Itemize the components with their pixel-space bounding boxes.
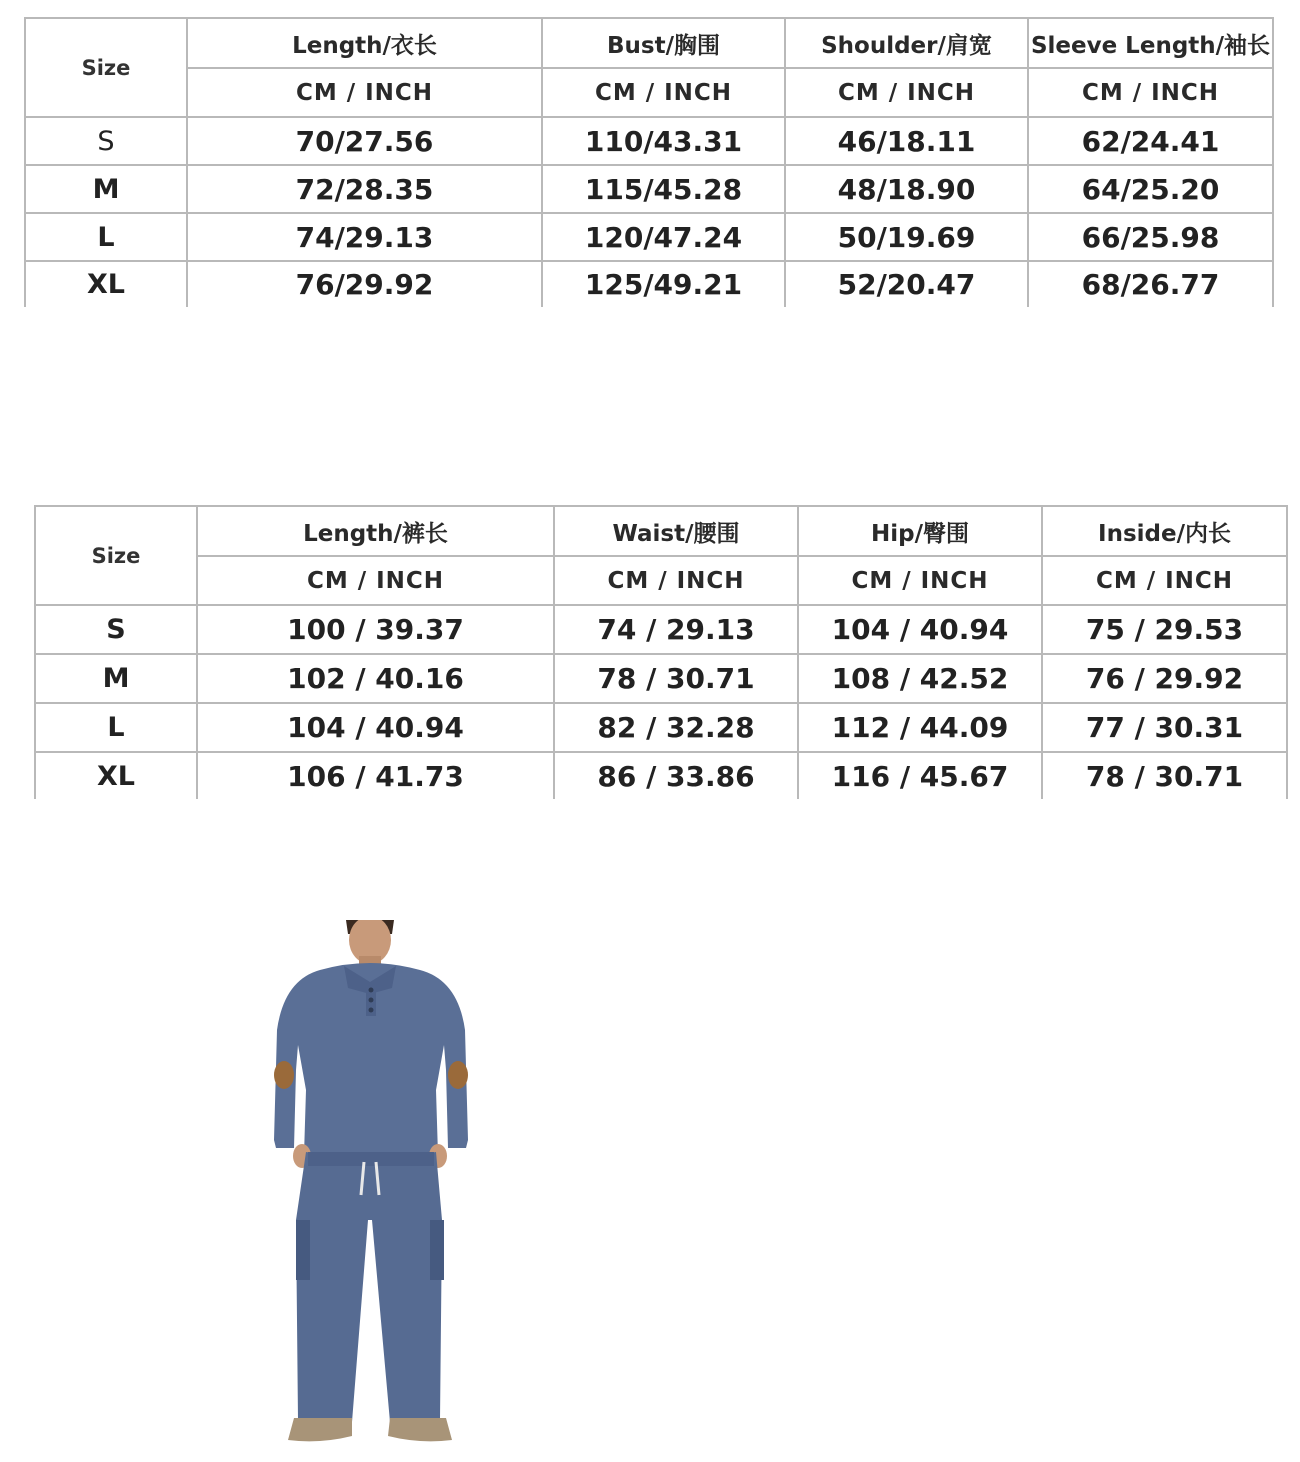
model-shoe (388, 1418, 452, 1441)
unit-label: CM / INCH (785, 68, 1028, 117)
unit-label: CM / INCH (1042, 556, 1287, 605)
model-button (369, 998, 374, 1003)
table-cell: 116 / 45.67 (798, 752, 1042, 799)
table-row (35, 654, 1287, 703)
column-header-hip: Hip/臀围 (798, 506, 1042, 556)
table-row (25, 213, 1273, 261)
column-header-shoulder: Shoulder/肩宽 (785, 18, 1028, 68)
model-cargo-pocket (430, 1220, 444, 1280)
unit-label: CM / INCH (197, 556, 554, 605)
table-cell: 50/19.69 (785, 213, 1028, 261)
model-elbow-patch (448, 1061, 468, 1089)
model-button (369, 1008, 374, 1013)
table-row (35, 703, 1287, 752)
table-cell: 106 / 41.73 (197, 752, 554, 799)
table-cell: 68/26.77 (1028, 261, 1273, 307)
table-cell: 77 / 30.31 (1042, 703, 1287, 752)
table-cell: 115/45.28 (542, 165, 785, 213)
bottom-size-table (34, 505, 1288, 799)
model-shoe (288, 1418, 352, 1441)
column-header-waist: Waist/腰围 (554, 506, 798, 556)
table-cell: 76/29.92 (187, 261, 542, 307)
model-button (369, 988, 374, 993)
table-cell: 74 / 29.13 (554, 605, 798, 654)
table-cell: 52/20.47 (785, 261, 1028, 307)
size-label: S (35, 605, 197, 654)
table-cell: 112 / 44.09 (798, 703, 1042, 752)
table-cell: 72/28.35 (187, 165, 542, 213)
unit-label: CM / INCH (542, 68, 785, 117)
size-label: M (25, 165, 187, 213)
table-row (35, 752, 1287, 799)
table-cell: 82 / 32.28 (554, 703, 798, 752)
size-label: S (25, 117, 187, 165)
table-row (25, 117, 1273, 165)
table-cell: 110/43.31 (542, 117, 785, 165)
size-label: XL (35, 752, 197, 799)
column-header-length: Length/裤长 (197, 506, 554, 556)
table-row (25, 261, 1273, 307)
size-label: L (25, 213, 187, 261)
table-cell: 86 / 33.86 (554, 752, 798, 799)
column-header-sleeve-length: Sleeve Length/袖长 (1028, 18, 1273, 68)
size-label: L (35, 703, 197, 752)
table-cell: 75 / 29.53 (1042, 605, 1287, 654)
model-cargo-pocket (296, 1220, 310, 1280)
unit-label: CM / INCH (187, 68, 542, 117)
table-cell: 46/18.11 (785, 117, 1028, 165)
unit-label: CM / INCH (554, 556, 798, 605)
size-header: Size (35, 506, 197, 605)
table-cell: 78 / 30.71 (1042, 752, 1287, 799)
model-waistband (308, 1152, 434, 1166)
size-header: Size (25, 18, 187, 117)
table-cell: 100 / 39.37 (197, 605, 554, 654)
table-cell: 76 / 29.92 (1042, 654, 1287, 703)
table-cell: 66/25.98 (1028, 213, 1273, 261)
unit-label: CM / INCH (798, 556, 1042, 605)
table-row (35, 605, 1287, 654)
model-photo (260, 920, 480, 1455)
column-header-length: Length/衣长 (187, 18, 542, 68)
table-cell: 104 / 40.94 (798, 605, 1042, 654)
model-pants (296, 1152, 442, 1422)
table-cell: 62/24.41 (1028, 117, 1273, 165)
column-header-inside: Inside/内长 (1042, 506, 1287, 556)
table-cell: 78 / 30.71 (554, 654, 798, 703)
size-label: M (35, 654, 197, 703)
table-cell: 70/27.56 (187, 117, 542, 165)
table-cell: 64/25.20 (1028, 165, 1273, 213)
column-header-bust: Bust/胸围 (542, 18, 785, 68)
table-cell: 102 / 40.16 (197, 654, 554, 703)
table-cell: 74/29.13 (187, 213, 542, 261)
table-cell: 48/18.90 (785, 165, 1028, 213)
model-elbow-patch (274, 1061, 294, 1089)
size-label: XL (25, 261, 187, 307)
table-cell: 120/47.24 (542, 213, 785, 261)
unit-label: CM / INCH (1028, 68, 1273, 117)
table-cell: 125/49.21 (542, 261, 785, 307)
table-cell: 108 / 42.52 (798, 654, 1042, 703)
top-size-table (24, 17, 1274, 307)
table-cell: 104 / 40.94 (197, 703, 554, 752)
table-row (25, 165, 1273, 213)
